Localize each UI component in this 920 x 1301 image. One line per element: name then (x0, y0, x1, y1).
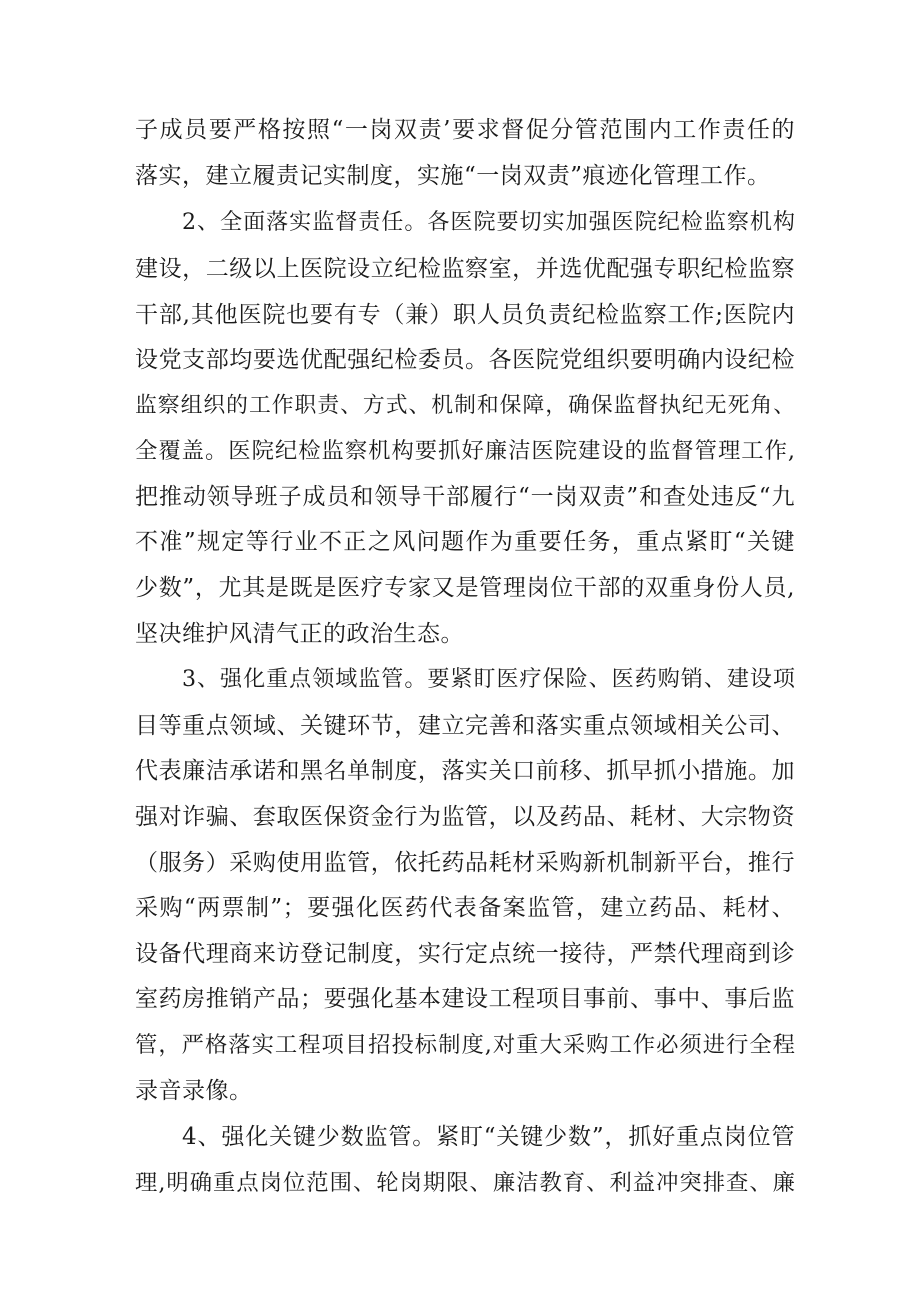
text-line: 强对诈骗、套取医保资金行为监管，以及药品、耗材、大宗物资 (135, 804, 795, 830)
text-line: 坚决维护风清气正的政治生态。 (135, 621, 464, 647)
text-line: 代表廉洁承诺和黑名单制度，落实关口前移、抓早抓小措施。加 (135, 758, 795, 784)
text-line: 采购“两票制”；要强化医药代表备案监管，建立药品、耗材、 (135, 895, 795, 921)
paragraph-2-first-line: 2、全面落实监督责任。各医院要切实加强医院纪检监察机构 (182, 210, 795, 235)
text-line: 设党支部均要选优配强纪检委员。各医院党组织要明确内设纪检 (135, 347, 795, 373)
text-line: 室药房推销产品；要强化基本建设工程项目事前、事中、事后监 (135, 986, 795, 1012)
paragraph-4-first-line: 4、强化关键少数监管。紧盯“关键少数”，抓好重点岗位管 (182, 1124, 795, 1150)
paragraph-3-first-line: 3、强化重点领域监管。要紧盯医疗保险、医药购销、建设项 (182, 667, 795, 692)
text-line: 录音录像。 (135, 1078, 253, 1104)
text-line: 干部,其他医院也要有专（兼）职人员负责纪检监察工作;医院内 (135, 302, 795, 328)
text-line: 全覆盖。医院纪检监察机构要抓好廉洁医院建设的监督管理工作, (135, 438, 795, 464)
text-line: 管，严格落实工程项目招投标制度,对重大采购工作必须进行全程 (135, 1032, 795, 1058)
text-line: （服务）采购使用监管，依托药品耗材采购新机制新平台，推行 (135, 850, 795, 876)
text-line: 理,明确重点岗位范围、轮岗期限、廉洁教育、利益冲突排查、廉 (135, 1170, 795, 1196)
text-line: 建设，二级以上医院设立纪检监察室，并选优配强专职纪检监察 (135, 256, 795, 282)
text-line: 落实，建立履责记实制度，实施“一岗双责”痕迹化管理工作。 (135, 163, 771, 189)
text-line: 不准”规定等行业不正之风问题作为重要任务，重点紧盯“关键 (135, 529, 795, 555)
text-line: 设备代理商来访登记制度，实行定点统一接待，严禁代理商到诊 (135, 941, 795, 967)
text-line: 子成员要严格按照“一岗双责’要求督促分管范围内工作责任的 (135, 117, 795, 143)
text-line: 少数”，尤其是既是医疗专家又是管理岗位干部的双重身份人员, (135, 575, 795, 601)
text-line: 监察组织的工作职责、方式、机制和保障，确保监督执纪无死角、 (135, 393, 795, 418)
text-line: 目等重点领域、关键环节，建立完善和落实重点领域相关公司、 (135, 713, 795, 739)
text-line: 把推动领导班子成员和领导干部履行“一岗双责”和查处违反“九 (135, 484, 795, 510)
